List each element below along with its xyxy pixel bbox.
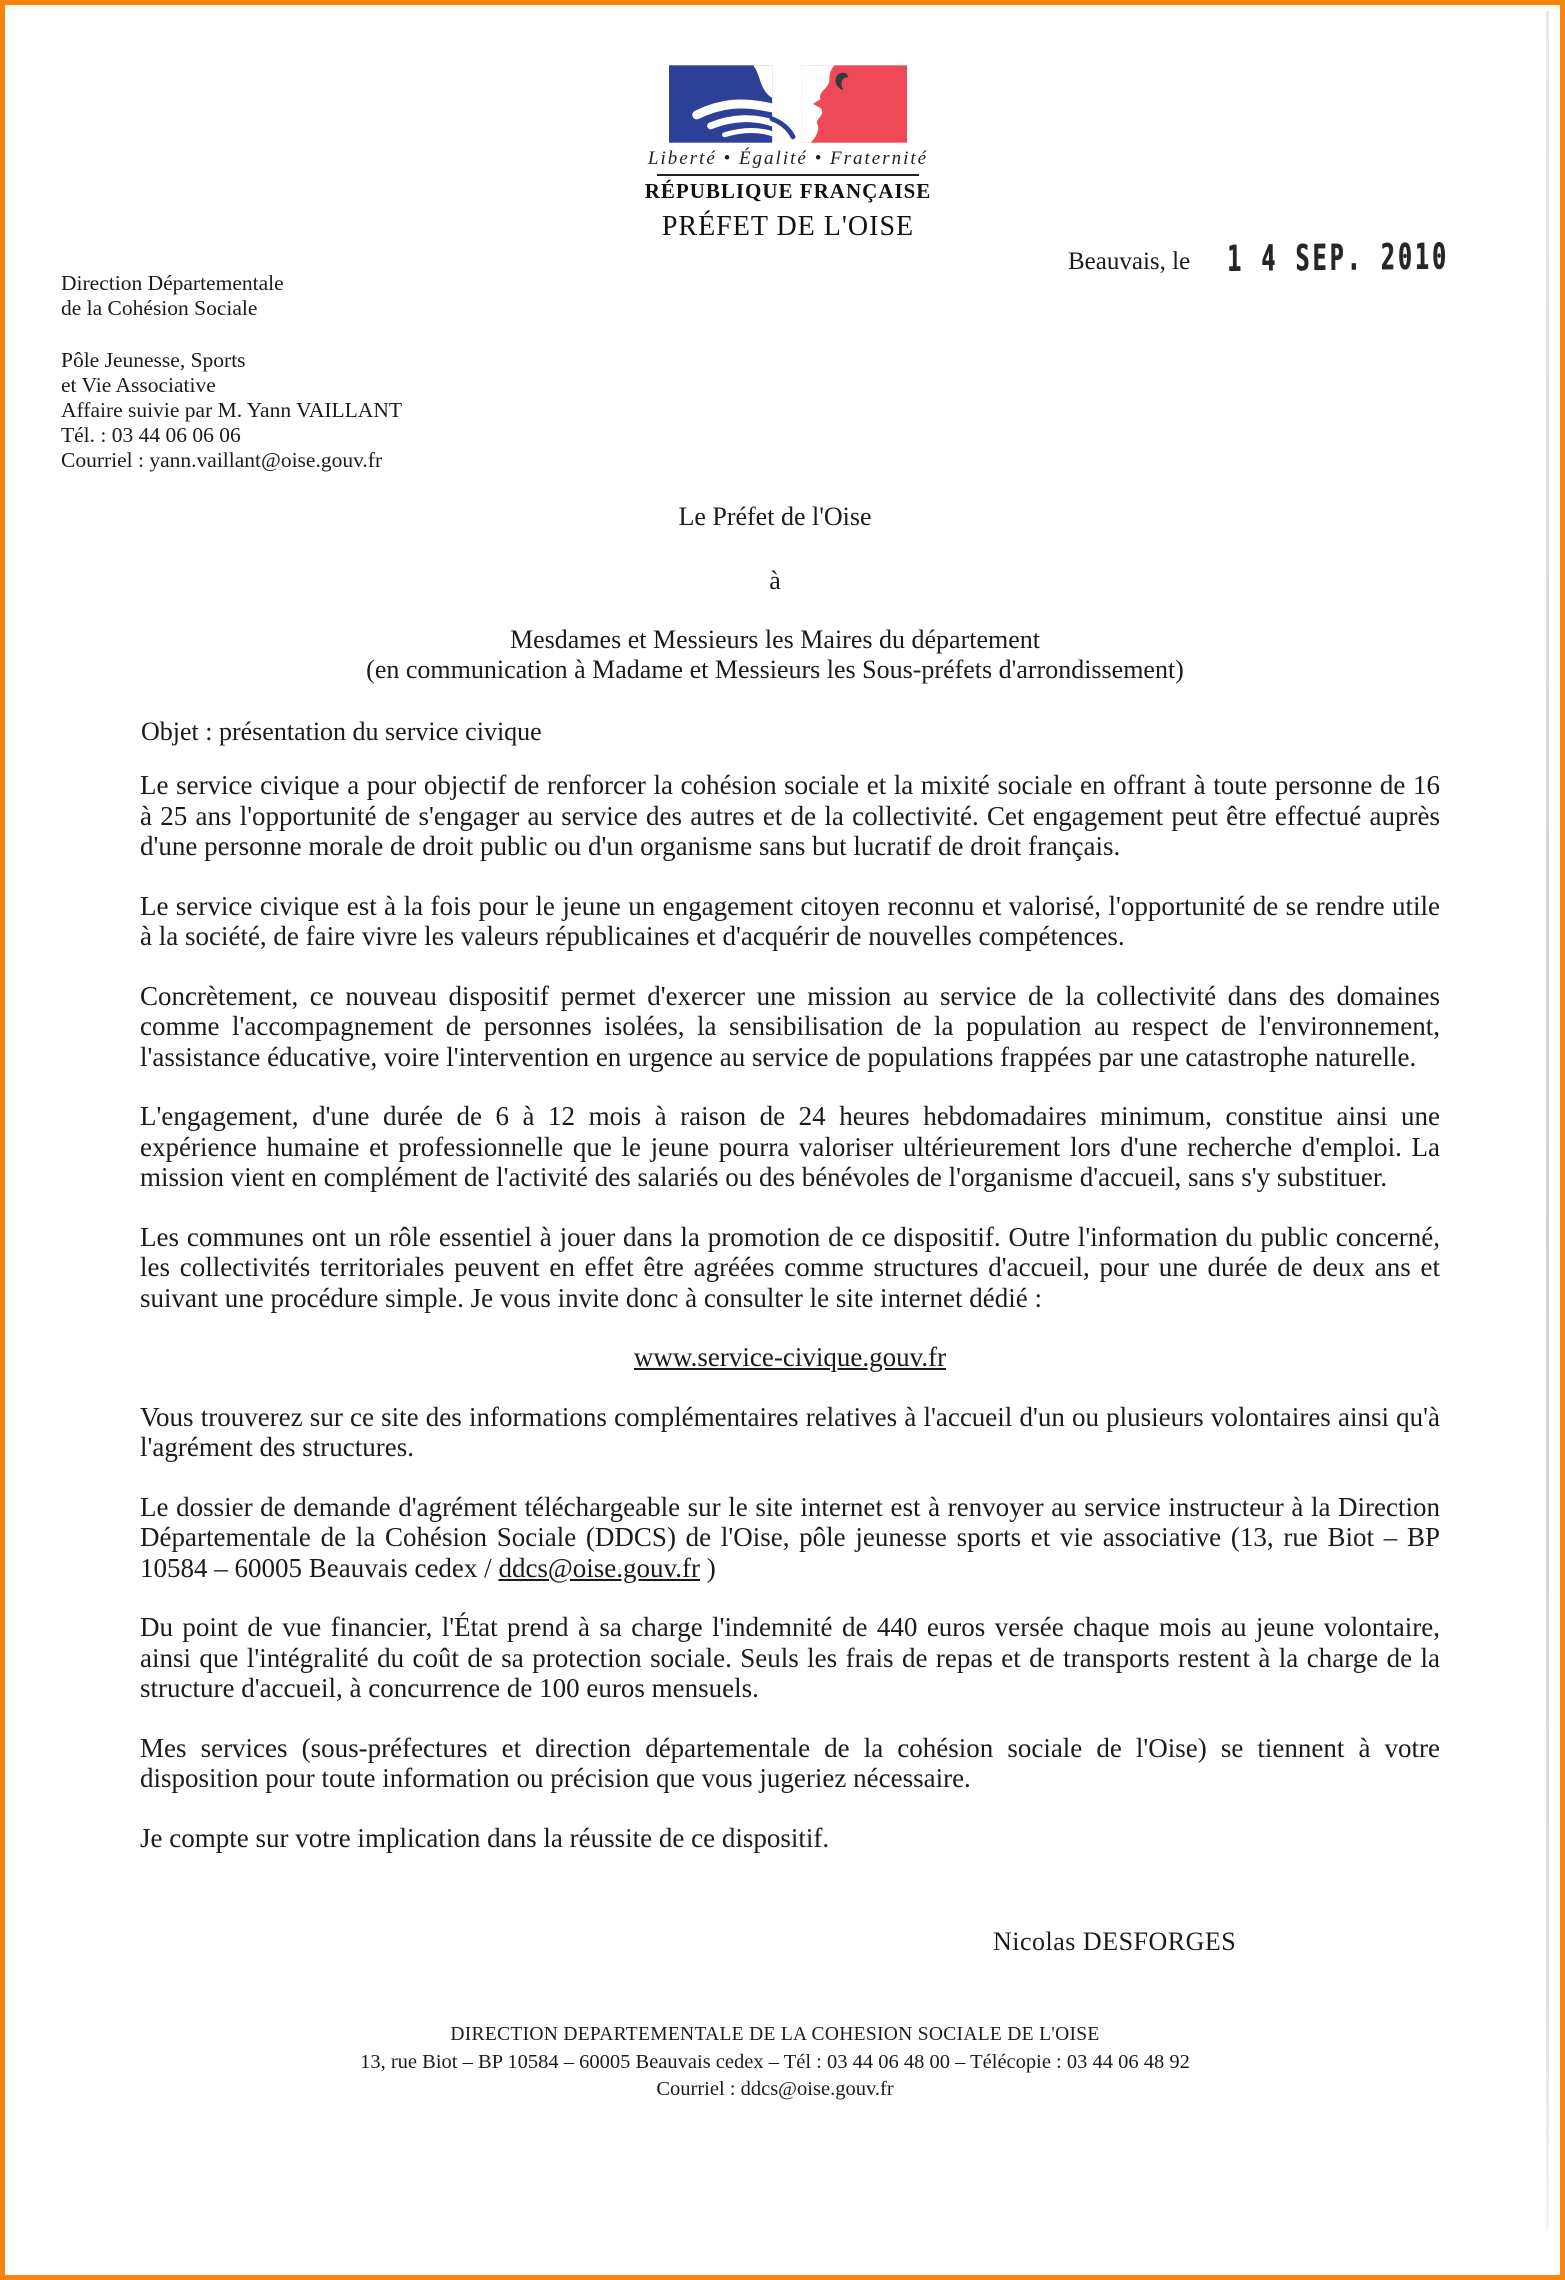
place-date-label: Beauvais, le xyxy=(1068,248,1191,275)
letterhead xyxy=(633,63,943,243)
website-link-line xyxy=(140,1342,1440,1373)
paragraph-10: Je compte sur votre implication dans la réussite de ce dispositif. xyxy=(140,1822,830,1853)
scan-top-tint xyxy=(5,5,1560,9)
paragraph-9: Mes services (sous-préfectures et direction départementale de la cohésion sociale de l'Oise) se tiennent à votre disposition pour toute information ou précision que vous jugeriez nécessaire. xyxy=(140,1732,1440,1793)
letter-to-particle: à xyxy=(769,566,781,595)
paragraph-6: Vous trouverez sur ce site des informations complémentaires relatives à l'accueil d'un ou plusieurs volontaires ainsi qu'à l'agrément des structures. xyxy=(140,1401,1440,1462)
footer-address-phone: 13, rue Biot – BP 10584 – 60005 Beauvais cedex – Tél : 03 44 06 48 00 – Télécopie : 03 44 06 48 92 xyxy=(360,2050,1190,2073)
letter-cc: (en communication à Madame et Messieurs les Sous-préfets d'arrondissement) xyxy=(366,655,1184,684)
ddcs-email-link[interactable]: ddcs@oise.gouv.fr xyxy=(498,1552,701,1583)
sender-phone: Tél. : 03 44 06 06 06 xyxy=(61,423,241,447)
website-link[interactable]: www.service-civique.gouv.fr xyxy=(633,1342,947,1372)
sender-block xyxy=(61,271,402,473)
signatory-name: Nicolas DESFORGES xyxy=(993,1927,1237,1956)
letter-body xyxy=(140,770,1440,1853)
paragraph-4: L'engagement, d'une durée de 6 à 12 mois à raison de 24 heures hebdomadaires minimum, constitue ainsi une expérience humaine et professionnelle que le jeune pourra valoriser ultérieurement lors d'une recherche d'emploi. La mission vient en complément de l'activité des salariés ou des bénévoles de l'organisme d'accueil, sans s'y substituer. xyxy=(140,1101,1440,1192)
sender-pole-line2: et Vie Associative xyxy=(61,373,216,397)
paragraph-1: Le service civique a pour objectif de renforcer la cohésion sociale et la mixité sociale en offrant à toute personne de 16 à 25 ans l'opportunité de s'engager au service des autres et de la collectivité. Cet engagement peut être effectué auprès d'une personne morale de droit public ou d'un organisme sans but lucratif de droit français. xyxy=(140,770,1440,861)
footer-direction-name: DIRECTION DEPARTEMENTALE DE LA COHESION SOCIALE DE L'OISE xyxy=(450,2024,1100,2045)
republic-title: RÉPUBLIQUE FRANÇAISE xyxy=(644,179,932,203)
sender-service-line2: de la Cohésion Sociale xyxy=(61,296,258,320)
sender-pole-line1: Pôle Jeunesse, Sports xyxy=(61,348,246,372)
sender-email: Courriel : yann.vaillant@oise.gouv.fr xyxy=(61,448,383,472)
letterhead-divider xyxy=(657,174,919,176)
paragraph-7-closing: ) xyxy=(700,1552,716,1583)
paragraph-2: Le service civique est à la fois pour le jeune un engagement citoyen reconnu et valorisé, l'opportunité de se rendre utile à la société, de faire vivre les valeurs républicaines et d'acquérir de nouvelles compétences. xyxy=(140,890,1440,951)
letter-from: Le Préfet de l'Oise xyxy=(678,502,872,531)
scan-edge-artifact xyxy=(1546,11,1549,2229)
sender-contact-person: Affaire suivie par M. Yann VAILLANT xyxy=(61,398,402,422)
sender-service-line1: Direction Départementale xyxy=(61,271,284,295)
prefecture-title: PRÉFET DE L'OISE xyxy=(661,211,915,242)
letter-to: Mesdames et Messieurs les Maires du département xyxy=(510,625,1040,654)
footer-email: Courriel : ddcs@oise.gouv.fr xyxy=(656,2078,894,2100)
paragraph-8: Du point de vue financier, l'État prend à sa charge l'indemnité de 440 euros versée chaque mois au jeune volontaire, ainsi que l'intégralité du coût de sa protection sociale. Seuls les frais de repas et de transports restent à la charge de la structure d'accueil, à concurrence de 100 euros mensuels. xyxy=(140,1612,1440,1703)
letter-footer xyxy=(120,2021,1430,2104)
marianne-logo-icon xyxy=(669,63,907,145)
subject-line: Objet : présentation du service civique xyxy=(141,717,542,746)
paragraph-7 xyxy=(140,1492,1440,1584)
paragraph-7-text: Le dossier de demande d'agrément téléchargeable sur le site internet est à renvoyer au service instructeur à la Direction Départementale de la Cohésion Sociale (DDCS) de l'Oise, pôle jeunesse sports et vie associative (13, rue Biot – BP 10584 – 60005 Beauvais cedex / xyxy=(140,1491,1440,1583)
date-stamp: 1 4 SEP. 2010 xyxy=(1227,236,1450,280)
paragraph-5: Les communes ont un rôle essentiel à jouer dans la promotion de ce dispositif. Outre l'information du public concerné, les collectivités territoriales peuvent en effet être agréées comme structures d'accueil, pour une durée de deux ans et suivant une procédure simple. Je vous invite donc à consulter le site internet dédié : xyxy=(140,1221,1440,1313)
motto: Liberté • Égalité • Fraternité xyxy=(647,148,929,169)
paragraph-3: Concrètement, ce nouveau dispositif permet d'exercer une mission au service de la collectivité dans des domaines comme l'accompagnement de personnes isolées, la sensibilisation de la population au respect de l'environnement, l'assistance éducative, voire l'intervention en urgence au service de populations frappées par une catastrophe naturelle. xyxy=(140,980,1440,1072)
